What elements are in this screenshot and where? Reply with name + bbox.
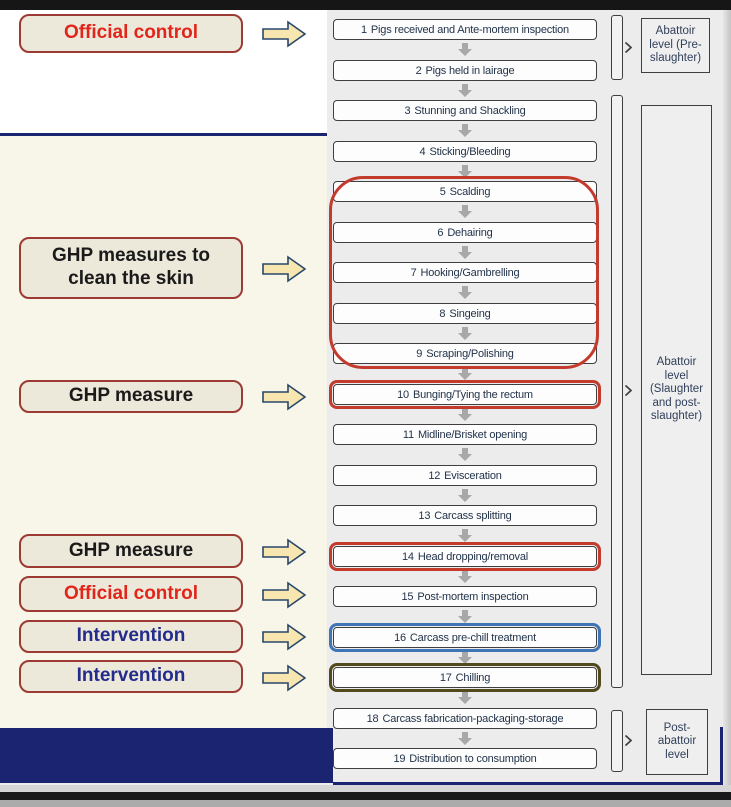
stage-label [641,18,710,73]
arrow-down-icon [458,691,472,704]
step-number: 5 [439,185,446,198]
step-number: 4 [419,145,426,158]
arrow-down-icon [458,489,472,502]
step-label: Carcass fabrication-packaging-storage [382,712,564,725]
process-step-12 [333,465,597,486]
step-label: Stunning and Shackling [414,104,526,117]
control-label [19,380,243,413]
step-number: 7 [410,266,417,279]
arrow-down-icon [458,246,472,259]
block-arrow-right-icon [262,623,306,649]
control-label [19,534,243,568]
process-step-19 [333,748,597,769]
arrow-down-icon [458,165,472,178]
arrow-down-icon [458,651,472,664]
step-label: Sticking/Bleeding [429,145,511,158]
block-arrow-right-icon [262,255,306,281]
control-label [19,660,243,693]
chevron-right-icon [624,384,633,397]
stage-label-text: Abattoir level (Pre-slaughter) [649,25,702,65]
arrow-down-icon [458,43,472,56]
process-step-5 [333,181,597,202]
block-arrow-right-icon [262,538,306,564]
arrow-down-icon [458,327,472,340]
block-arrow-right-icon [262,581,306,607]
step-label: Singeing [449,307,491,320]
navy-divider-line [0,133,327,136]
step-label: Head dropping/removal [417,550,528,563]
step-label: Post-mortem inspection [417,590,529,603]
step-label: Bunging/Tying the rectum [412,388,533,401]
process-step-1 [333,19,597,40]
chevron-right-icon [624,734,633,747]
control-label-text: Intervention [76,625,186,647]
control-label [19,14,243,53]
step-number: 16 [394,631,406,644]
arrow-down-icon [458,408,472,421]
control-label-text: GHP measure [68,539,194,561]
process-step-4 [333,141,597,162]
step-number: 9 [416,347,423,360]
step-number: 15 [401,590,414,603]
step-number: 10 [397,388,409,401]
arrow-down-icon [458,84,472,97]
process-step-15 [333,586,597,607]
step-label: Chilling [455,671,491,684]
stage-bracket [611,710,623,772]
stage-bracket [611,15,623,80]
step-label: Carcass splitting [434,509,512,522]
top-black-bar [0,0,731,10]
stage-label [646,709,708,775]
process-step-14 [333,546,597,567]
chevron-right-icon [624,41,633,54]
step-number: 2 [415,64,422,77]
arrow-down-icon [458,448,472,461]
stage-label [641,105,712,675]
control-label [19,620,243,653]
right-edge-shadow [723,10,731,785]
step-label: Distribution to consumption [409,752,537,765]
bottom-gray-strip [0,785,731,792]
process-step-13 [333,505,597,526]
bottom-light-strip [0,800,731,807]
control-label-text: Official control [63,582,199,604]
arrow-down-icon [458,570,472,583]
stage-label-text: Post-abattoir level [657,721,697,761]
step-number: 11 [402,428,414,441]
step-label: Scalding [449,185,491,198]
step-number: 14 [402,550,414,563]
control-label-text: GHP measure [68,385,194,407]
process-step-8 [333,303,597,324]
arrow-down-icon [458,610,472,623]
stage-label-text: Abattoir level (Slaughter and post-slaughter) [649,356,704,423]
arrow-down-icon [458,732,472,745]
step-label: Pigs received and Ante-mortem inspection [370,23,569,36]
control-label-text: Official control [63,22,199,44]
process-step-3 [333,100,597,121]
step-number: 3 [404,104,411,117]
process-step-11 [333,424,597,445]
step-number: 13 [418,509,431,522]
process-step-17 [333,667,597,688]
step-label: Evisceration [444,469,502,482]
arrow-down-icon [458,529,472,542]
control-label-text: Intervention [76,665,186,687]
control-label-text: GHP measures to clean the skin [51,245,211,289]
block-arrow-right-icon [262,20,306,46]
step-label: Pigs held in lairage [425,64,515,77]
process-step-6 [333,222,597,243]
control-label [19,237,243,299]
step-label: Carcass pre-chill treatment [409,631,536,644]
control-label [19,576,243,612]
arrow-down-icon [458,205,472,218]
step-number: 17 [439,671,452,684]
process-step-18 [333,708,597,729]
process-step-9 [333,343,597,364]
step-number: 8 [439,307,446,320]
block-arrow-right-icon [262,664,306,690]
stage-bracket [611,95,623,688]
step-number: 6 [437,226,444,239]
step-label: Scraping/Polishing [426,347,514,360]
process-step-10 [333,384,597,405]
arrow-down-icon [458,286,472,299]
arrow-down-icon [458,367,472,380]
bottom-black-bar [0,792,731,800]
process-step-16 [333,627,597,648]
block-arrow-right-icon [262,383,306,409]
navy-footer-block [0,728,333,783]
step-number: 12 [428,469,441,482]
step-number: 19 [393,752,406,765]
step-number: 18 [366,712,379,725]
step-label: Midline/Brisket opening [417,428,528,441]
arrow-down-icon [458,124,472,137]
step-label: Hooking/Gambrelling [420,266,520,279]
step-number: 1 [361,23,367,36]
step-label: Dehairing [447,226,493,239]
process-step-2 [333,60,597,81]
process-step-7 [333,262,597,283]
